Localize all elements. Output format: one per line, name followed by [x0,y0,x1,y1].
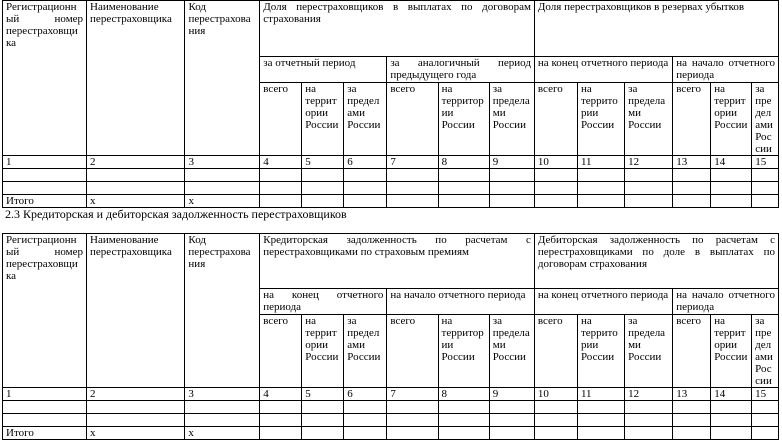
col-reinsurer-name: Наименование перестраховщика [87,234,185,388]
col-num: 15 [752,388,779,401]
col-num: 14 [711,388,752,401]
col-in-russia: на территории России [711,83,752,156]
col-total: всего [673,83,711,156]
col-num: 2 [87,388,185,401]
total-row [3,195,779,208]
empty-row [3,414,779,427]
column-number-row [3,156,779,169]
header-row [3,234,779,289]
col-total: всего [534,83,577,156]
group-payments-share: Доля перестраховщиков в выплатах по договорам страхования [260,1,535,57]
total-label: Итого [3,195,87,208]
col-total: всего [387,83,438,156]
sub-current-period: за отчетный период [260,57,387,83]
group-reserves-share: Доля перестраховщиков в резервах убытков [534,1,778,57]
col-reinsurance-code: Код перестрахования [185,234,260,388]
sub-end-of-period: на конец отчетного периода [534,289,672,315]
col-total: всего [673,315,711,388]
empty-row [3,169,779,182]
col-in-russia: на территории России [438,83,489,156]
col-num: 6 [344,388,387,401]
sub-prior-year-period: за аналогичный период предыдущего года [387,57,535,83]
col-in-russia: на территории России [711,315,752,388]
col-num: 14 [711,156,752,169]
col-reinsurer-name: Наименование перестраховщика [87,1,185,156]
col-reg-number: Регистрационный номер перестраховщика [3,234,87,388]
col-num: 3 [185,388,260,401]
col-reinsurance-code: Код перестрахования [185,1,260,156]
col-abroad: за пределами России [344,83,387,156]
col-num: 9 [489,388,534,401]
col-num: 1 [3,156,87,169]
col-num: 15 [752,156,779,169]
total-label: Итого [3,427,87,440]
col-abroad: за пределами России [752,83,779,156]
col-num: 10 [534,156,577,169]
sub-start-of-period: на начало отчетного периода [387,289,535,315]
sub-start-of-period: на начало отчетного периода [673,289,779,315]
col-num: 6 [344,156,387,169]
sub-end-of-period: на конец отчетного периода [260,289,387,315]
col-num: 11 [577,156,624,169]
group-payables: Кредиторская задолженность по расчетам с перестраховщиками по страховым премиям [260,234,535,289]
col-num: 8 [438,388,489,401]
col-abroad: за пределами России [489,83,534,156]
section-title: 2.3 Кредиторская и дебиторская задолженность перестраховщиков [5,207,347,221]
col-num: 5 [302,388,344,401]
total-x-mark: х [185,195,260,208]
col-abroad: за пределами России [625,83,673,156]
col-num: 2 [87,156,185,169]
col-num: 7 [387,156,438,169]
col-total: всего [387,315,438,388]
col-in-russia: на территории России [577,315,624,388]
total-x-mark: х [87,427,185,440]
sub-start-of-period: на начало отчетного периода [673,57,779,83]
reinsurer-share-table [2,0,779,208]
col-num: 4 [260,388,302,401]
empty-row [3,182,779,195]
col-in-russia: на территории России [302,83,344,156]
col-total: всего [534,315,577,388]
sub-end-of-period: на конец отчетного периода [534,57,672,83]
total-x-mark: х [87,195,185,208]
col-num: 5 [302,156,344,169]
empty-row [3,401,779,414]
col-num: 11 [577,388,624,401]
col-abroad: за пределами России [752,315,779,388]
col-abroad: за пределами России [344,315,387,388]
col-num: 13 [673,388,711,401]
col-total: всего [260,315,302,388]
col-reg-number: Регистрационный номер перестраховщика [3,1,87,156]
col-num: 9 [489,156,534,169]
column-number-row [3,388,779,401]
col-num: 12 [625,156,673,169]
total-x-mark: х [185,427,260,440]
col-num: 7 [387,388,438,401]
col-total: всего [260,83,302,156]
reinsurer-debt-table [2,233,779,440]
col-num: 4 [260,156,302,169]
col-num: 3 [185,156,260,169]
total-row [3,427,779,440]
col-num: 12 [625,388,673,401]
col-abroad: за пределами России [489,315,534,388]
col-num: 13 [673,156,711,169]
group-receivables: Дебиторская задолженность по расчетам с перестраховщиками по доле в выплатах по договорам страхования [534,234,778,289]
col-num: 10 [534,388,577,401]
col-num: 8 [438,156,489,169]
col-in-russia: на территории России [438,315,489,388]
header-row [3,1,779,57]
col-in-russia: на территории России [302,315,344,388]
col-in-russia: на территории России [577,83,624,156]
col-abroad: за пределами России [625,315,673,388]
col-num: 1 [3,388,87,401]
